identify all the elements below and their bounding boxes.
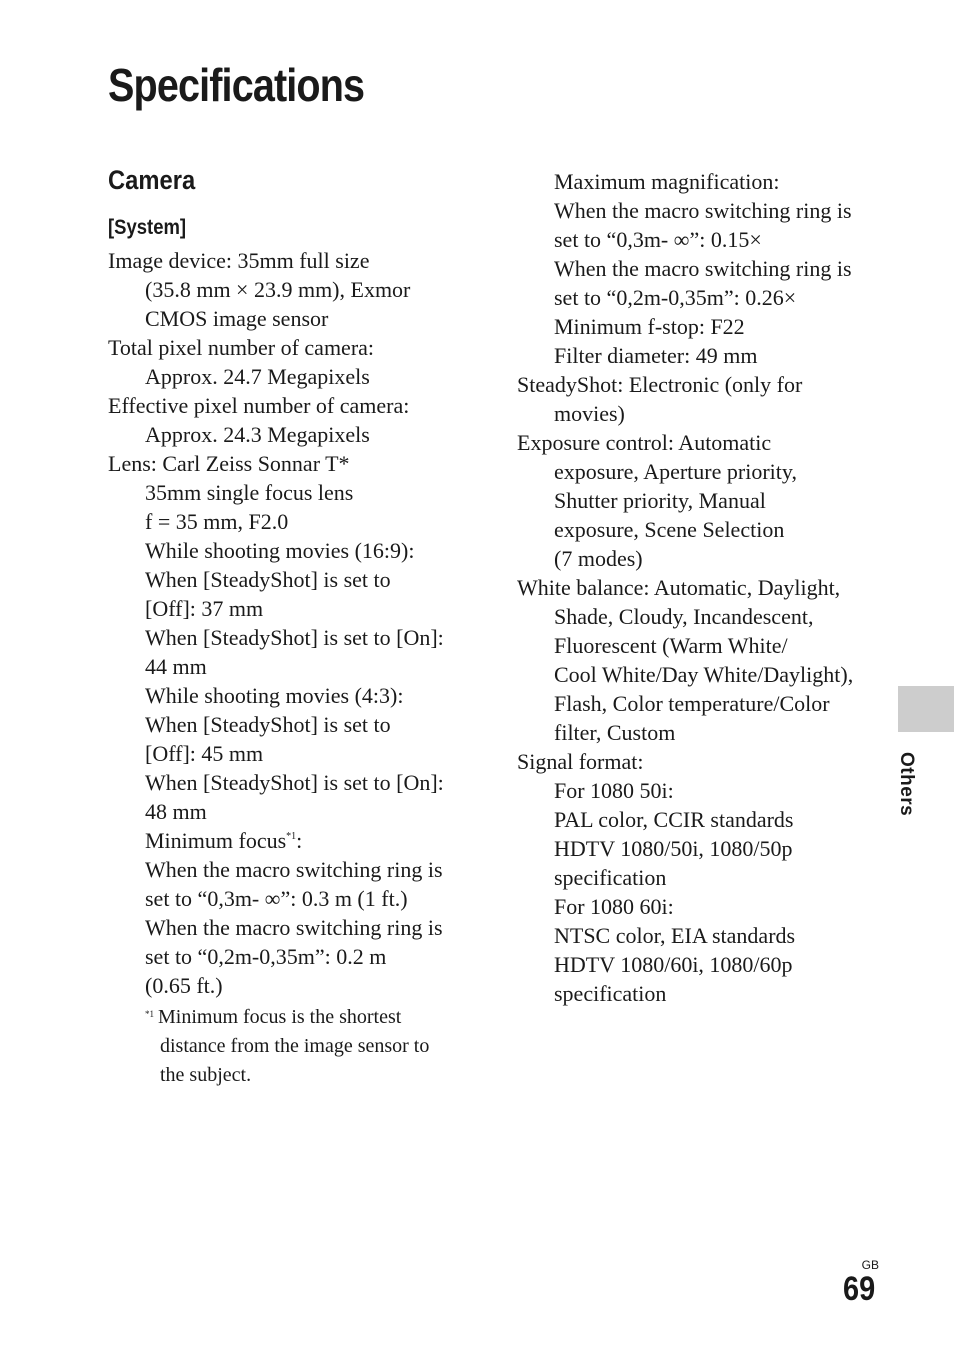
spec-line: PAL color, CCIR standards <box>554 807 794 832</box>
footnote-mark: *1 <box>145 1009 154 1019</box>
spec-line: Shade, Cloudy, Incandescent, <box>554 604 814 629</box>
spec-entry <box>108 855 478 1000</box>
spec-line: When [SteadyShot] is set to [On]: <box>145 625 444 650</box>
spec-line-text: Minimum focus <box>145 828 287 853</box>
spec-line: HDTV 1080/50i, 1080/50p <box>554 836 793 861</box>
spec-line: set to “0,3m- ∞”: 0.3 m (1 ft.) <box>145 886 408 911</box>
spec-line: [Off]: 37 mm <box>145 596 264 621</box>
spec-entry <box>517 167 887 370</box>
spec-line: Filter diameter: 49 mm <box>554 343 758 368</box>
left-column <box>108 162 478 1090</box>
spec-line: Total pixel number of camera: <box>108 335 375 360</box>
spec-line: (7 modes) <box>554 546 643 571</box>
spec-line: Lens: Carl Zeiss Sonnar T* <box>108 451 350 476</box>
spec-entry <box>108 449 478 826</box>
spec-line: Signal format: <box>517 749 644 774</box>
spec-line: Approx. 24.3 Megapixels <box>145 422 370 447</box>
spec-line: f = 35 mm, F2.0 <box>145 509 289 534</box>
spec-entry <box>108 333 478 391</box>
spec-line: Shutter priority, Manual <box>554 488 766 513</box>
side-tab-label: Others <box>896 752 917 817</box>
spec-line: (0.65 ft.) <box>145 973 223 998</box>
spec-line: CMOS image sensor <box>145 306 329 331</box>
spec-line: 44 mm <box>145 654 207 679</box>
spec-line: When the macro switching ring is <box>554 256 852 281</box>
spec-line: When [SteadyShot] is set to [On]: <box>145 770 444 795</box>
footnote-reference: *1 <box>286 831 297 842</box>
spec-line: Image device: 35mm full size <box>108 248 370 273</box>
spec-line: Effective pixel number of camera: <box>108 393 410 418</box>
spec-line: While shooting movies (16:9): <box>145 538 415 563</box>
spec-line: 48 mm <box>145 799 207 824</box>
subsection-heading: [System] <box>108 216 187 239</box>
spec-line: Flash, Color temperature/Color <box>554 691 830 716</box>
spec-line: specification <box>554 981 667 1006</box>
spec-line-suffix: : <box>296 828 303 853</box>
spec-line: Fluorescent (Warm White/ <box>554 633 788 658</box>
spec-entry <box>108 246 478 333</box>
spec-entry <box>108 391 478 449</box>
spec-line: Minimum f-stop: F22 <box>554 314 745 339</box>
spec-line: (35.8 mm × 23.9 mm), Exmor <box>145 277 411 302</box>
spec-line: SteadyShot: Electronic (only for <box>517 372 803 397</box>
section-heading: Camera <box>108 165 196 195</box>
side-tab-marker <box>898 686 954 732</box>
right-column <box>517 167 887 1008</box>
spec-line: filter, Custom <box>554 720 676 745</box>
page-title: Specifications <box>108 59 365 111</box>
spec-line: When the macro switching ring is <box>145 915 443 940</box>
footnote-line: the subject. <box>160 1064 252 1086</box>
spec-line: For 1080 50i: <box>554 778 674 803</box>
spec-entry <box>517 747 887 1008</box>
spec-line: HDTV 1080/60i, 1080/60p <box>554 952 793 977</box>
spec-entry <box>517 573 887 747</box>
spec-line: When the macro switching ring is <box>554 198 852 223</box>
spec-entry <box>517 428 887 573</box>
spec-line <box>108 826 478 855</box>
right-spec-list <box>517 167 887 1008</box>
spec-entry <box>108 826 478 855</box>
spec-line: When [SteadyShot] is set to <box>145 712 391 737</box>
footnote-line: $^{*1}$ Minimum focus is the shortest <box>145 1006 402 1028</box>
spec-line: For 1080 60i: <box>554 894 674 919</box>
left-spec-list <box>108 246 478 1000</box>
spec-line: NTSC color, EIA standards <box>554 923 796 948</box>
spec-line: When the macro switching ring is <box>145 857 443 882</box>
spec-line: Exposure control: Automatic <box>517 430 772 455</box>
spec-line: exposure, Scene Selection <box>554 517 785 542</box>
spec-line: 35mm single focus lens <box>145 480 354 505</box>
spec-line: movies) <box>554 401 625 426</box>
spec-line: [Off]: 45 mm <box>145 741 264 766</box>
spec-line: set to “0,2m-0,35m”: 0.26× <box>554 285 797 310</box>
spec-line: Approx. 24.7 Megapixels <box>145 364 370 389</box>
spec-line: White balance: Automatic, Daylight, <box>517 575 841 600</box>
spec-line: set to “0,2m-0,35m”: 0.2 m <box>145 944 387 969</box>
spec-line: specification <box>554 865 667 890</box>
spec-line: While shooting movies (4:3): <box>145 683 404 708</box>
spec-entry <box>517 370 887 428</box>
spec-line: When [SteadyShot] is set to <box>145 567 391 592</box>
footnote <box>108 1000 478 1090</box>
page-region-code: GB <box>861 1258 879 1272</box>
footnote-line: distance from the image sensor to <box>160 1035 430 1057</box>
page-number: 69 <box>843 1270 876 1308</box>
spec-line: exposure, Aperture priority, <box>554 459 797 484</box>
spec-line: Maximum magnification: <box>554 169 780 194</box>
spec-line: set to “0,3m- ∞”: 0.15× <box>554 227 762 252</box>
spec-line: Cool White/Day White/Daylight), <box>554 662 854 687</box>
